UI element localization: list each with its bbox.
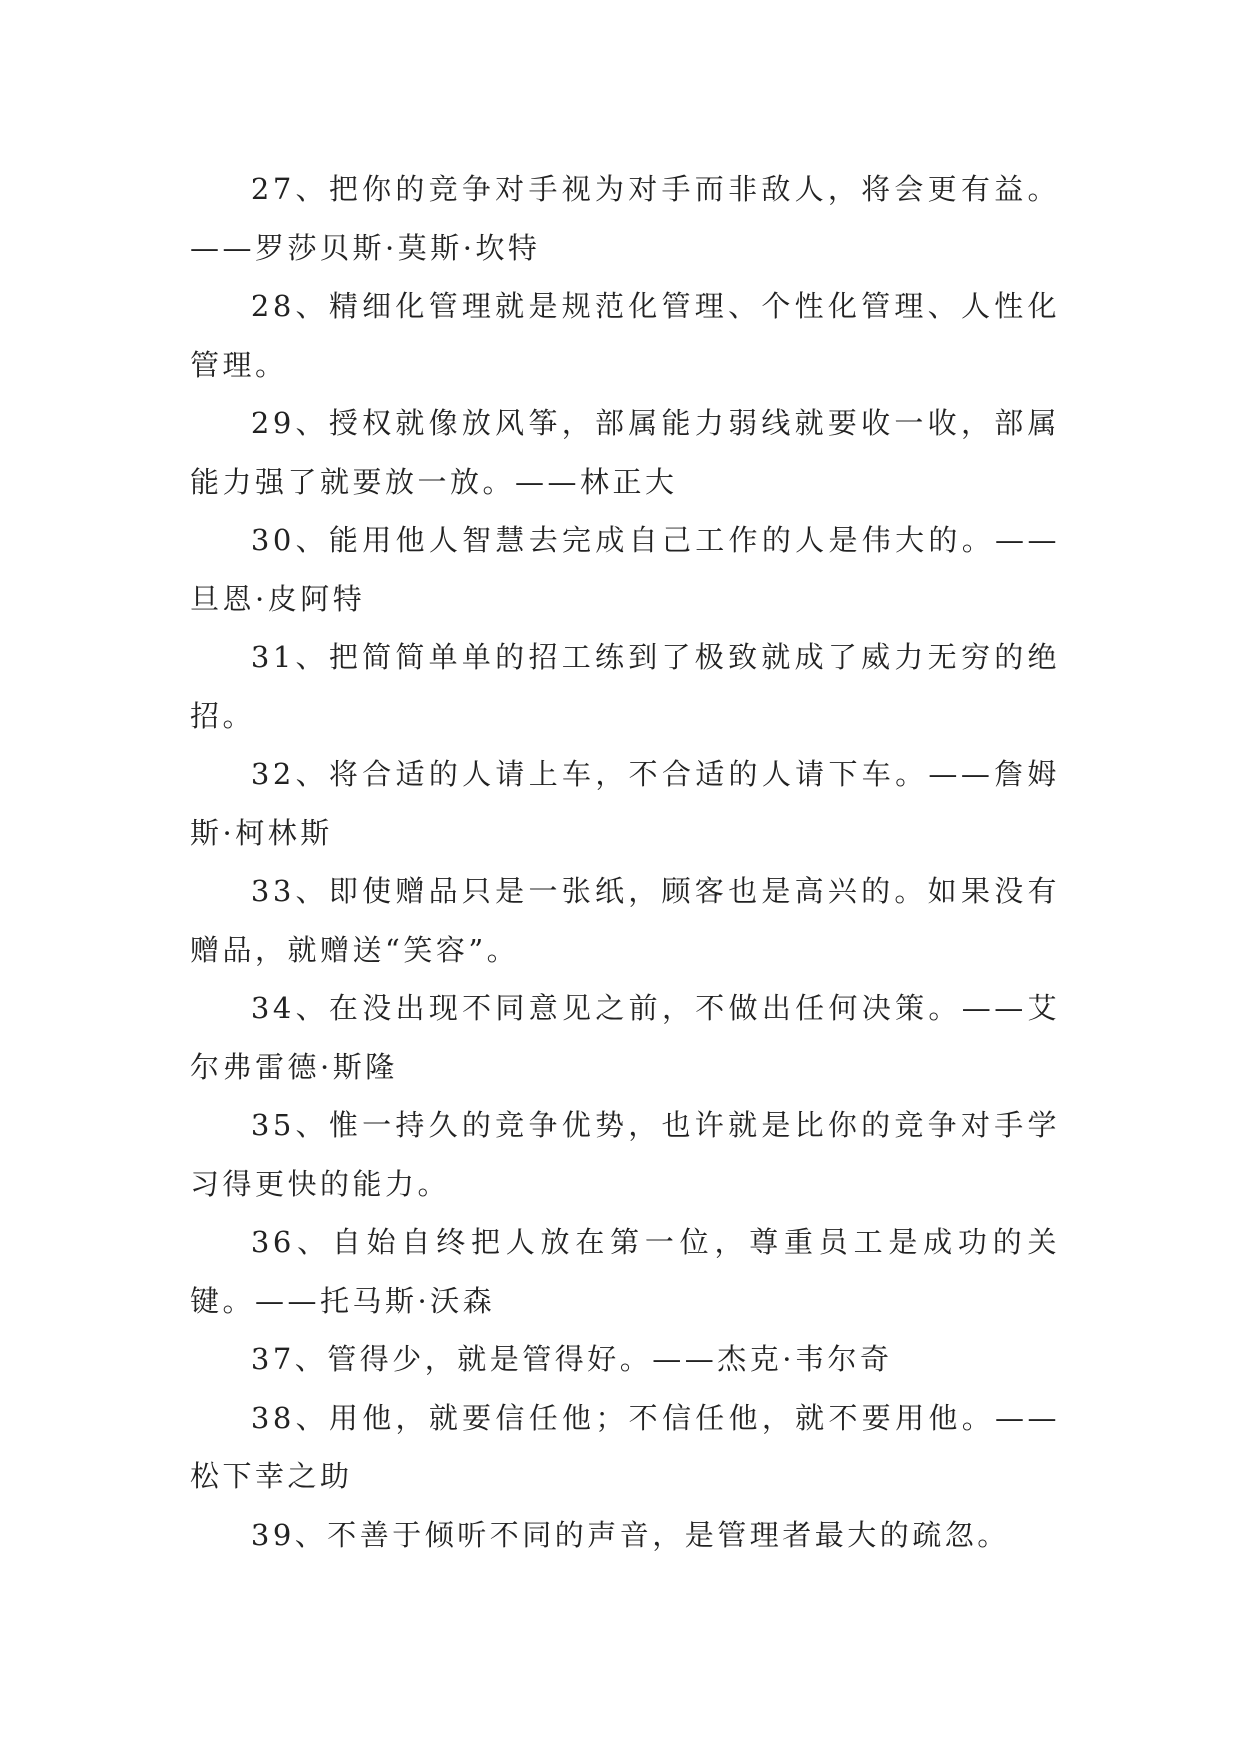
quote-paragraph-28: 28、精细化管理就是规范化管理、个性化管理、人性化管理。 [190, 289, 1060, 382]
quote-paragraph-36: 36、自始自终把人放在第一位，尊重员工是成功的关键。——托马斯·沃森 [190, 1225, 1060, 1318]
quote-paragraph-35: 35、惟一持久的竞争优势，也许就是比你的竞争对手学习得更快的能力。 [190, 1108, 1060, 1201]
quote-paragraph-37: 37、管得少，就是管得好。——杰克·韦尔奇 [250, 1342, 893, 1376]
quote-paragraph-30: 30、能用他人智慧去完成自己工作的人是伟大的。——旦恩·皮阿特 [190, 523, 1060, 616]
quote-paragraph-34: 34、在没出现不同意见之前，不做出任何决策。——艾尔弗雷德·斯隆 [190, 991, 1060, 1084]
quote-paragraph-38: 38、用他，就要信任他；不信任他，就不要用他。——松下幸之助 [190, 1400, 1060, 1493]
document-body [190, 160, 1060, 1564]
quote-paragraph-31: 31、把简简单单的招工练到了极致就成了威力无穷的绝招。 [190, 640, 1060, 733]
quote-paragraph-32: 32、将合适的人请上车，不合适的人请下车。——詹姆斯·柯林斯 [190, 757, 1060, 850]
quote-paragraph-27: 27、把你的竞争对手视为对手而非敌人，将会更有益。——罗莎贝斯·莫斯·坎特 [190, 172, 1060, 265]
quote-paragraph-33: 33、即使赠品只是一张纸，顾客也是高兴的。如果没有赠品，就赠送“笑容”。 [190, 874, 1060, 967]
quote-paragraph-29: 29、授权就像放风筝，部属能力弱线就要收一收，部属能力强了就要放一放。——林正大 [190, 406, 1060, 499]
quote-paragraph-39: 39、不善于倾听不同的声音，是管理者最大的疏忽。 [250, 1517, 1010, 1552]
